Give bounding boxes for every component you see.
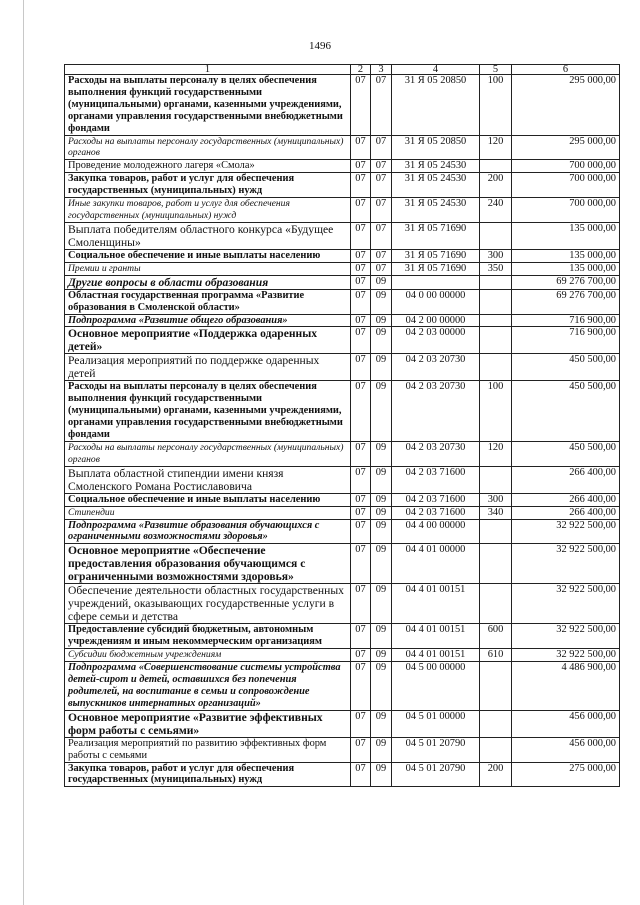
row-target-article-cell: 04 4 01 00151: [392, 584, 480, 624]
row-target-article-cell: 31 Я 05 71690: [392, 249, 480, 262]
row-subsection-cell: 09: [371, 289, 392, 314]
row-expense-type-cell: [480, 519, 512, 544]
row-expense-type-cell: 240: [480, 198, 512, 223]
row-amount-cell: 266 400,00: [512, 506, 620, 519]
table-row: [65, 262, 620, 275]
row-name-cell: Иные закупки товаров, работ и услуг для обеспечения государственных (муниципальных) нужд: [65, 198, 351, 223]
row-target-article-cell: 04 2 03 71600: [392, 506, 480, 519]
row-expense-type-cell: 100: [480, 75, 512, 136]
row-subsection-cell: 09: [371, 441, 392, 466]
row-name-cell: Социальное обеспечение и иные выплаты населению: [65, 249, 351, 262]
row-amount-cell: 450 500,00: [512, 441, 620, 466]
row-target-article-cell: 31 Я 05 24530: [392, 160, 480, 173]
row-expense-type-cell: 300: [480, 249, 512, 262]
row-name-cell: Социальное обеспечение и иные выплаты населению: [65, 493, 351, 506]
row-name-cell: Подпрограмма «Совершенствование системы устройства детей-сирот и детей, оставшихся без попечения родителей, на воспитание в семьи и сопровождение выпускников интернатных организаций»: [65, 662, 351, 711]
row-subsection-cell: 09: [371, 584, 392, 624]
row-section-cell: 07: [351, 506, 371, 519]
row-expense-type-cell: [480, 584, 512, 624]
row-target-article-cell: 04 2 03 20730: [392, 354, 480, 381]
header-cell-1: 1: [65, 65, 351, 75]
table-row: [65, 381, 620, 442]
row-amount-cell: 700 000,00: [512, 173, 620, 198]
table-row: [65, 173, 620, 198]
row-section-cell: 07: [351, 662, 371, 711]
row-expense-type-cell: 610: [480, 649, 512, 662]
row-subsection-cell: 09: [371, 466, 392, 493]
row-name-cell: Областная государственная программа «Развитие образования в Смоленской области»: [65, 289, 351, 314]
table-row: [65, 737, 620, 762]
row-subsection-cell: 09: [371, 493, 392, 506]
table-row: [65, 441, 620, 466]
row-subsection-cell: 07: [371, 135, 392, 160]
row-section-cell: 07: [351, 275, 371, 289]
row-section-cell: 07: [351, 289, 371, 314]
row-name-cell: Расходы на выплаты персоналу государственных (муниципальных) органов: [65, 135, 351, 160]
table-row: [65, 662, 620, 711]
row-target-article-cell: 31 Я 05 20850: [392, 135, 480, 160]
row-name-cell: Подпрограмма «Развитие общего образования»: [65, 314, 351, 327]
table-row: [65, 584, 620, 624]
row-target-article-cell: 04 4 00 00000: [392, 519, 480, 544]
row-subsection-cell: 09: [371, 624, 392, 649]
row-section-cell: 07: [351, 135, 371, 160]
row-target-article-cell: 31 Я 05 20850: [392, 75, 480, 136]
row-subsection-cell: 09: [371, 519, 392, 544]
row-amount-cell: 716 900,00: [512, 327, 620, 354]
row-amount-cell: 275 000,00: [512, 762, 620, 787]
row-expense-type-cell: [480, 160, 512, 173]
row-name-cell: Обеспечение деятельности областных государственных учреждений, оказывающих государственные услуги в сфере семьи и детства: [65, 584, 351, 624]
row-subsection-cell: 09: [371, 506, 392, 519]
row-subsection-cell: 09: [371, 275, 392, 289]
row-subsection-cell: 07: [371, 222, 392, 249]
row-section-cell: 07: [351, 584, 371, 624]
row-name-cell: Выплата областной стипендии имени князя Смоленского Романа Ростиславовича: [65, 466, 351, 493]
row-subsection-cell: 09: [371, 354, 392, 381]
row-subsection-cell: 07: [371, 249, 392, 262]
row-target-article-cell: 04 5 01 00000: [392, 710, 480, 737]
row-name-cell: Другие вопросы в области образования: [65, 275, 351, 289]
row-expense-type-cell: 350: [480, 262, 512, 275]
row-section-cell: 07: [351, 160, 371, 173]
row-target-article-cell: 31 Я 05 24530: [392, 173, 480, 198]
row-expense-type-cell: [480, 710, 512, 737]
row-target-article-cell: 04 2 03 71600: [392, 493, 480, 506]
table-row: [65, 314, 620, 327]
row-target-article-cell: 04 4 01 00000: [392, 544, 480, 584]
table-row: [65, 519, 620, 544]
row-name-cell: Основное мероприятие «Обеспечение предоставления образования обучающимся с ограниченными возможностями здоровья»: [65, 544, 351, 584]
row-target-article-cell: 31 Я 05 71690: [392, 262, 480, 275]
row-subsection-cell: 07: [371, 198, 392, 223]
row-expense-type-cell: [480, 222, 512, 249]
row-subsection-cell: 09: [371, 544, 392, 584]
row-target-article-cell: [392, 275, 480, 289]
row-amount-cell: 266 400,00: [512, 493, 620, 506]
row-amount-cell: 32 922 500,00: [512, 584, 620, 624]
row-subsection-cell: 09: [371, 381, 392, 442]
row-target-article-cell: 04 5 01 20790: [392, 762, 480, 787]
row-amount-cell: 135 000,00: [512, 222, 620, 249]
row-expense-type-cell: [480, 275, 512, 289]
row-subsection-cell: 07: [371, 75, 392, 136]
row-name-cell: Закупка товаров, работ и услуг для обеспечения государственных (муниципальных) нужд: [65, 762, 351, 787]
row-subsection-cell: 09: [371, 737, 392, 762]
row-amount-cell: 456 000,00: [512, 737, 620, 762]
row-expense-type-cell: [480, 544, 512, 584]
row-expense-type-cell: 200: [480, 762, 512, 787]
budget-table-body: [65, 65, 620, 787]
row-section-cell: 07: [351, 649, 371, 662]
row-target-article-cell: 04 4 01 00151: [392, 649, 480, 662]
row-name-cell: Основное мероприятие «Поддержка одаренных детей»: [65, 327, 351, 354]
row-subsection-cell: 07: [371, 160, 392, 173]
scan-edge-line: [23, 0, 24, 905]
row-amount-cell: 32 922 500,00: [512, 519, 620, 544]
row-expense-type-cell: 340: [480, 506, 512, 519]
row-section-cell: 07: [351, 737, 371, 762]
table-row: [65, 249, 620, 262]
table-row: [65, 135, 620, 160]
row-name-cell: Реализация мероприятий по поддержке одаренных детей: [65, 354, 351, 381]
row-expense-type-cell: [480, 737, 512, 762]
row-section-cell: 07: [351, 173, 371, 198]
row-target-article-cell: 04 5 01 20790: [392, 737, 480, 762]
row-amount-cell: 32 922 500,00: [512, 624, 620, 649]
row-target-article-cell: 31 Я 05 71690: [392, 222, 480, 249]
row-expense-type-cell: 300: [480, 493, 512, 506]
row-name-cell: Расходы на выплаты персоналу в целях обеспечения выполнения функций государственными (муниципальными) органами, казенными учреждениями, органами управления государственными внебюджетными фондами: [65, 75, 351, 136]
row-section-cell: 07: [351, 354, 371, 381]
table-header-row: [65, 65, 620, 75]
row-amount-cell: 700 000,00: [512, 160, 620, 173]
row-subsection-cell: 09: [371, 662, 392, 711]
row-expense-type-cell: [480, 289, 512, 314]
row-target-article-cell: 04 2 03 20730: [392, 381, 480, 442]
table-row: [65, 710, 620, 737]
row-amount-cell: 716 900,00: [512, 314, 620, 327]
table-row: [65, 544, 620, 584]
row-name-cell: Субсидии бюджетным учреждениям: [65, 649, 351, 662]
row-name-cell: Расходы на выплаты персоналу государственных (муниципальных) органов: [65, 441, 351, 466]
row-target-article-cell: 04 5 00 00000: [392, 662, 480, 711]
table-row: [65, 222, 620, 249]
row-subsection-cell: 09: [371, 762, 392, 787]
row-section-cell: 07: [351, 222, 371, 249]
row-section-cell: 07: [351, 441, 371, 466]
row-subsection-cell: 09: [371, 314, 392, 327]
table-row: [65, 198, 620, 223]
row-section-cell: 07: [351, 198, 371, 223]
row-amount-cell: 32 922 500,00: [512, 649, 620, 662]
row-amount-cell: 4 486 900,00: [512, 662, 620, 711]
row-expense-type-cell: [480, 314, 512, 327]
header-cell-5: 5: [480, 65, 512, 75]
row-amount-cell: 295 000,00: [512, 135, 620, 160]
row-target-article-cell: 04 0 00 00000: [392, 289, 480, 314]
row-subsection-cell: 09: [371, 327, 392, 354]
row-section-cell: 07: [351, 75, 371, 136]
table-row: [65, 275, 620, 289]
row-target-article-cell: 31 Я 05 24530: [392, 198, 480, 223]
row-name-cell: Стипендии: [65, 506, 351, 519]
table-row: [65, 160, 620, 173]
row-name-cell: Расходы на выплаты персоналу в целях обеспечения выполнения функций государственными (муниципальными) органами, казенными учреждениями, органами управления государственными внебюджетными фондами: [65, 381, 351, 442]
row-target-article-cell: 04 2 00 00000: [392, 314, 480, 327]
row-name-cell: Премии и гранты: [65, 262, 351, 275]
row-subsection-cell: 09: [371, 649, 392, 662]
header-cell-6: 6: [512, 65, 620, 75]
row-target-article-cell: 04 2 03 71600: [392, 466, 480, 493]
row-expense-type-cell: 200: [480, 173, 512, 198]
row-name-cell: Проведение молодежного лагеря «Смола»: [65, 160, 351, 173]
row-section-cell: 07: [351, 381, 371, 442]
row-expense-type-cell: [480, 466, 512, 493]
table-row: [65, 493, 620, 506]
table-row: [65, 327, 620, 354]
row-amount-cell: 69 276 700,00: [512, 289, 620, 314]
row-amount-cell: 135 000,00: [512, 262, 620, 275]
page-number: 1496: [309, 40, 331, 52]
header-cell-2: 2: [351, 65, 371, 75]
row-amount-cell: 450 500,00: [512, 354, 620, 381]
row-expense-type-cell: 120: [480, 441, 512, 466]
row-subsection-cell: 07: [371, 262, 392, 275]
table-row: [65, 506, 620, 519]
row-section-cell: 07: [351, 249, 371, 262]
row-name-cell: Основное мероприятие «Развитие эффективных форм работы с семьями»: [65, 710, 351, 737]
row-name-cell: Предоставление субсидий бюджетным, автономным учреждениям и иным некоммерческим организациям: [65, 624, 351, 649]
row-expense-type-cell: [480, 354, 512, 381]
table-row: [65, 624, 620, 649]
row-amount-cell: 295 000,00: [512, 75, 620, 136]
row-expense-type-cell: 100: [480, 381, 512, 442]
row-name-cell: Подпрограмма «Развитие образования обучающихся с ограниченными возможностями здоровья»: [65, 519, 351, 544]
row-section-cell: 07: [351, 262, 371, 275]
row-target-article-cell: 04 2 03 20730: [392, 441, 480, 466]
row-target-article-cell: 04 2 03 00000: [392, 327, 480, 354]
row-name-cell: Реализация мероприятий по развитию эффективных форм работы с семьями: [65, 737, 351, 762]
table-row: [65, 354, 620, 381]
row-amount-cell: 32 922 500,00: [512, 544, 620, 584]
row-section-cell: 07: [351, 493, 371, 506]
row-expense-type-cell: [480, 327, 512, 354]
budget-table: [64, 64, 620, 787]
row-amount-cell: 69 276 700,00: [512, 275, 620, 289]
row-expense-type-cell: [480, 662, 512, 711]
row-amount-cell: 700 000,00: [512, 198, 620, 223]
row-section-cell: 07: [351, 314, 371, 327]
row-section-cell: 07: [351, 327, 371, 354]
row-amount-cell: 450 500,00: [512, 381, 620, 442]
row-name-cell: Выплата победителям областного конкурса «Будущее Смоленщины»: [65, 222, 351, 249]
row-subsection-cell: 07: [371, 173, 392, 198]
table-row: [65, 762, 620, 787]
row-section-cell: 07: [351, 710, 371, 737]
row-section-cell: 07: [351, 466, 371, 493]
row-section-cell: 07: [351, 624, 371, 649]
table-row: [65, 289, 620, 314]
row-section-cell: 07: [351, 544, 371, 584]
row-amount-cell: 456 000,00: [512, 710, 620, 737]
table-row: [65, 466, 620, 493]
row-subsection-cell: 09: [371, 710, 392, 737]
header-cell-3: 3: [371, 65, 392, 75]
row-expense-type-cell: 120: [480, 135, 512, 160]
row-amount-cell: 135 000,00: [512, 249, 620, 262]
table-row: [65, 649, 620, 662]
table-row: [65, 75, 620, 136]
header-cell-4: 4: [392, 65, 480, 75]
row-section-cell: 07: [351, 519, 371, 544]
row-name-cell: Закупка товаров, работ и услуг для обеспечения государственных (муниципальных) нужд: [65, 173, 351, 198]
row-expense-type-cell: 600: [480, 624, 512, 649]
row-target-article-cell: 04 4 01 00151: [392, 624, 480, 649]
row-amount-cell: 266 400,00: [512, 466, 620, 493]
row-section-cell: 07: [351, 762, 371, 787]
